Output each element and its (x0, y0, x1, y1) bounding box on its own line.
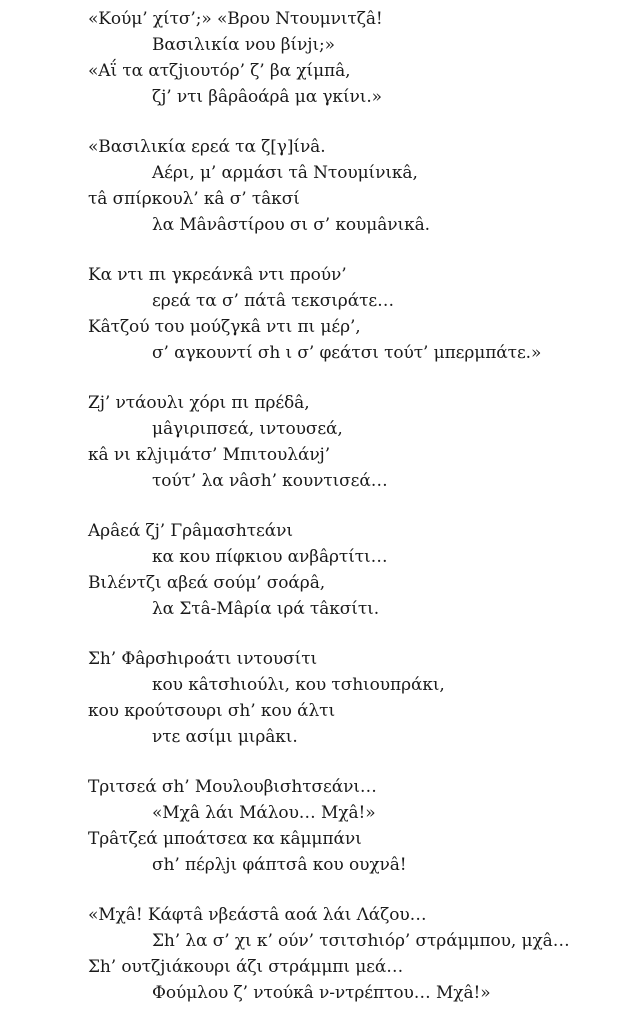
poem-line: κα κου πίφκιου ανβâρτίτι… (152, 547, 388, 567)
poem-line: ζj’ ντι βâρâοάρâ μα γκίνι.» (152, 87, 382, 107)
poem-line: Σh’ Φâρσhιροάτι ιντουσίτι (88, 649, 318, 669)
poem-line: Βιλέντζι αβεά σούμ’ σοάρâ, (88, 573, 326, 593)
poem-line: ντε ασίμι μιρâκι. (152, 727, 298, 747)
poem-line: «Aΐ τα ατζjιουτόρ’ ζ’ βα χίμπâ, (88, 61, 351, 81)
poem-line: Zj’ ντάουλι χόρι πι πρέδâ, (88, 393, 310, 413)
poem-line: Αέρι, μ’ αρμάσι τâ Ντουμίνικâ, (152, 163, 418, 183)
poem-line: κου κâτσhιούλι, κου τσhιουπράκι, (152, 675, 445, 695)
poem-line: «Βασιλικία ερεά τα ζ[γ]ίνâ. (88, 137, 326, 157)
poem-line: Τριτσεά σh’ Μουλουβισhτσεάνι… (88, 777, 377, 797)
poem-line: Φούμλου ζ’ ντούκâ ν-ντρέπτου… Μχâ!» (152, 983, 491, 1003)
poem-line: Κâτζού του μούζγκâ ντι πι μέρ’, (88, 317, 361, 337)
poem-line: Βασιλικία νου βίνjι;» (152, 35, 335, 55)
poem-line: σ’ αγκουντί σh ι σ’ φεάτσι τούτ’ μπερμπάτε.» (152, 343, 542, 363)
poem-line: ερεά τα σ’ πάτâ τεκσιράτε… (152, 291, 394, 311)
poem-line: λα Μâνâστίρου σι σ’ κουμâνικâ. (152, 215, 430, 235)
poem-line: τούτ’ λα νâσh’ κουντισεά… (152, 471, 388, 491)
poem-line: κâ νι κλjιμάτσ’ Μπιτουλάνj’ (88, 445, 331, 465)
poem-line: Κα ντι πι γκρεάνκâ ντι προύν’ (88, 265, 347, 285)
poem-line: «Μχâ! Κάφτâ νβεάστâ αοά λάι Λάζου… (88, 905, 427, 925)
poem-line: Τρâτζεά μποάτσεα κα κâμμπάνι (88, 829, 362, 849)
poem-line: κου κρούτσουρι σh’ κου άλτι (88, 701, 336, 721)
poem-line: «Κούμ’ χίτσ’;» «Βρου Ντουμνιτζâ! (88, 9, 383, 29)
poem-line: Αρâεά ζj’ Γρâμασhτεάνι (88, 521, 293, 541)
poem-line: λα Στâ-Μâρία ιρά τâκσίτι. (152, 599, 380, 619)
poem-line: Σh’ λα σ’ χι κ’ ούν’ τσιτσhιόρ’ στράμμπου, μχâ… (152, 931, 570, 951)
poem-line: μâγιριπσεά, ιντουσεά, (152, 419, 343, 439)
poem-line: «Μχâ λάι Μάλου… Μχâ!» (152, 803, 376, 823)
poem-line: σh’ πέρλjι φάπτσâ κου ουχνâ! (152, 855, 407, 875)
poem-line: Σh’ ουτζjιάκουρι άζι στράμμπι μεά… (88, 957, 404, 977)
poem-line: τâ σπίρκουλ’ κâ σ’ τâκσί (88, 189, 300, 209)
